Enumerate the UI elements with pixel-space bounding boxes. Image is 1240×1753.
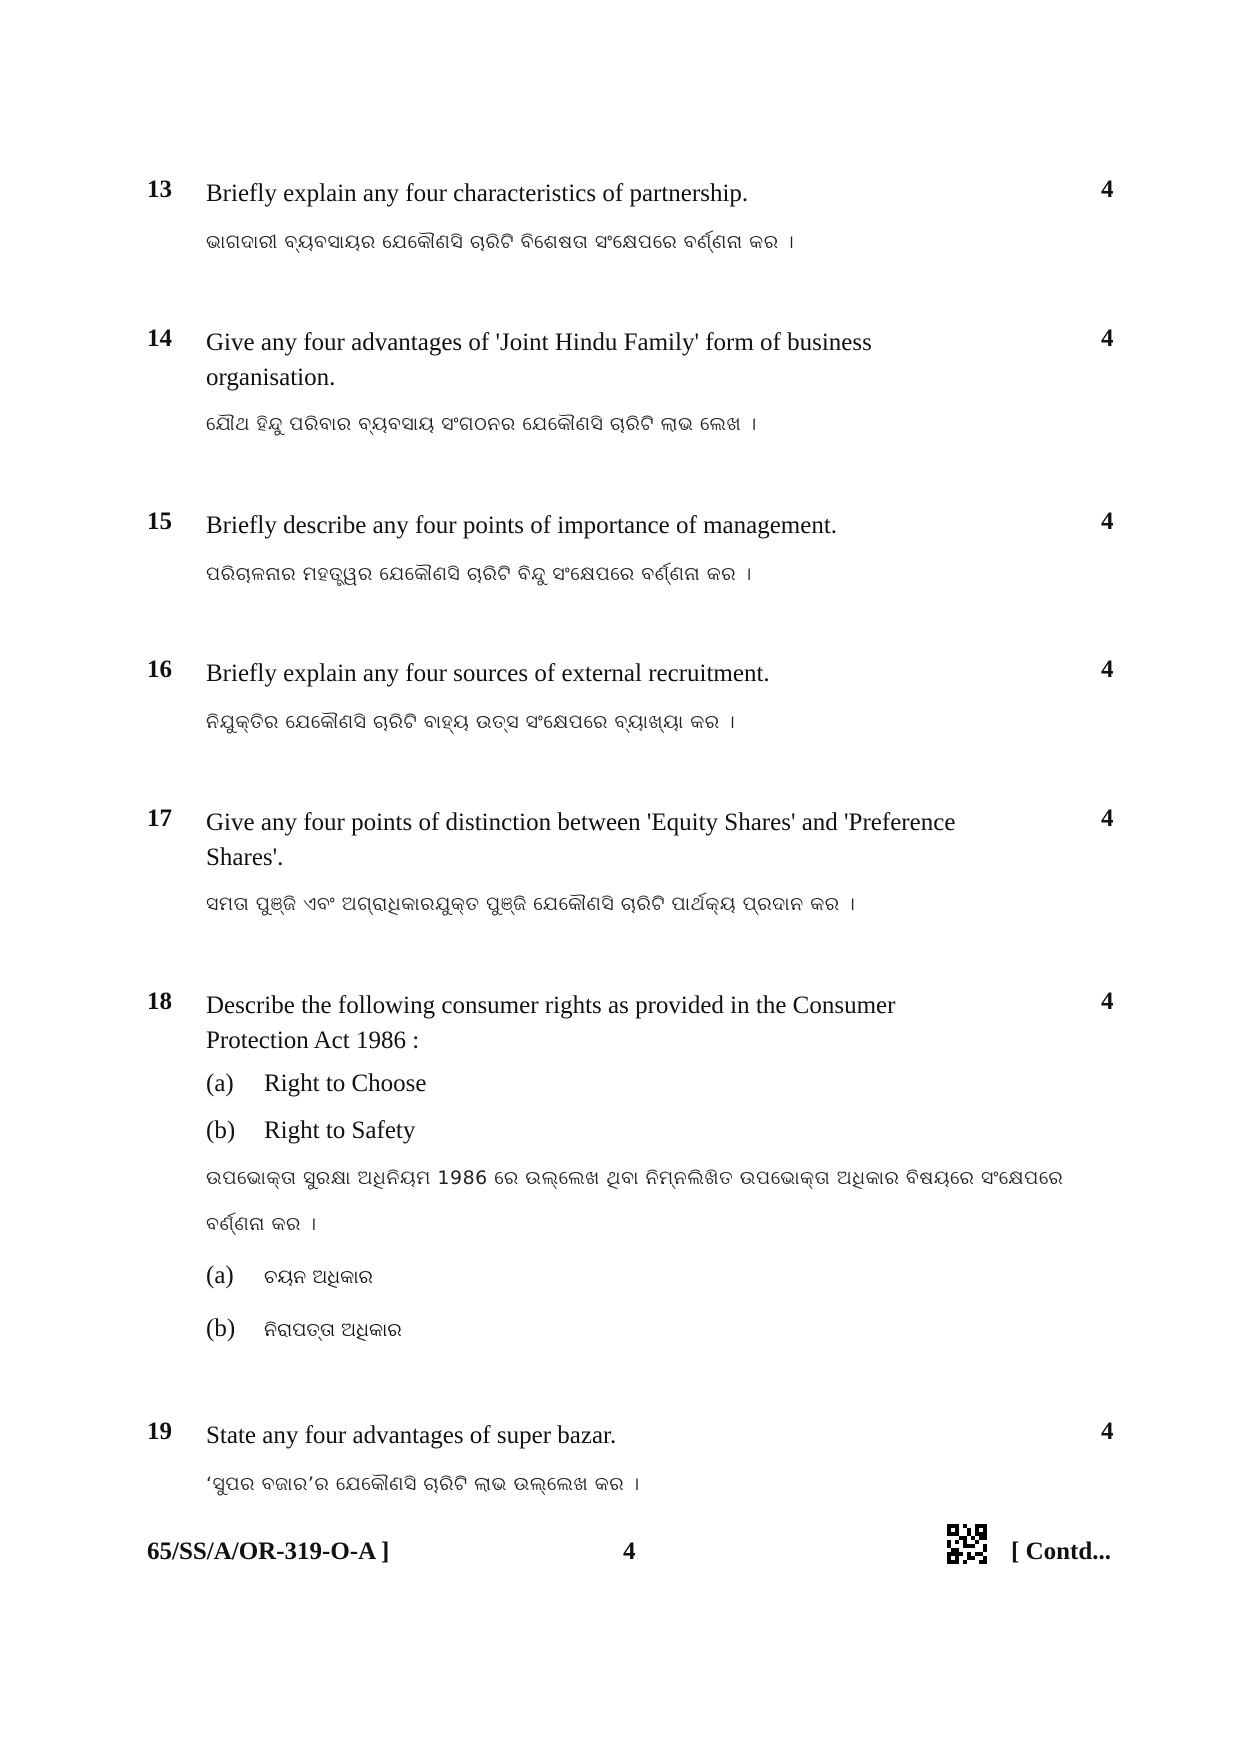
sub-item-label: (b) [206, 1315, 236, 1342]
question-marks: 4 [1101, 656, 1114, 683]
question-number: 18 [147, 988, 172, 1015]
question-marks: 4 [1101, 1418, 1114, 1445]
sub-item-label: (a) [206, 1262, 234, 1289]
question-text-english: State any four advantages of super bazar. [206, 1422, 617, 1449]
question-number: 17 [147, 805, 172, 832]
question-text-odia: ‘ସୁପର ବଜାର’ର ଯେକୌଣସି ଚାରିଟି ଲାଭ ଉଲ୍ଲେଖ କର । [206, 1473, 640, 1495]
question-text-odia: ଭାଗଦାରୀ ବ୍ୟବସାୟର ଯେକୌଣସି ଚାରିଟି ବିଶେଷତା ସଂକ୍ଷେପରେ ବର୍ଣ୍ଣନା କର । [206, 231, 795, 253]
question-text-odia: ନିଯୁକ୍ତିର ଯେକୌଣସି ଚାରିଟି ବାହ୍ୟ ଉତ୍ସ ସଂକ୍ଷେପରେ ବ୍ୟାଖ୍ୟା କର । [206, 711, 736, 733]
question-marks: 4 [1101, 988, 1114, 1015]
paper-code: 65/SS/A/OR-319-O-A ] [147, 1538, 390, 1565]
question-number: 16 [147, 656, 172, 683]
page-number: 4 [623, 1538, 636, 1565]
question-text-english: Give any four advantages of 'Joint Hindu Family' form of business organisation. [206, 329, 872, 391]
sub-item-text: ନିରାପତ୍ତା ଅଧିକାର [264, 1319, 402, 1341]
question-marks: 4 [1101, 325, 1114, 352]
sub-item-text: Right to Choose [264, 1070, 427, 1097]
question-marks: 4 [1101, 805, 1114, 832]
sub-item-english-a [206, 1070, 427, 1098]
question-marks: 4 [1101, 176, 1114, 203]
sub-item-odia-b [206, 1315, 402, 1343]
sub-item-english-b [206, 1117, 415, 1145]
question-text-odia-line2: ବର୍ଣ୍ଣନା କର । [206, 1213, 317, 1235]
sub-item-label: (b) [206, 1117, 236, 1144]
sub-item-odia-a [206, 1262, 373, 1290]
question-text-english: Briefly explain any four sources of external recruitment. [206, 660, 770, 687]
question-text-odia-line1: ଉପଭୋକ୍ତା ସୁରକ୍ଷା ଅଧିନିୟମ 1986 ରେ ଉଲ୍ଲେଖ ଥିବା ନିମ୍ନଲିଖିତ ଉପଭୋକ୍ତା ଅଧିକାର ବିଷୟରେ ସଂକ୍ଷେପରେ [206, 1167, 1064, 1189]
question-text-english: Briefly describe any four points of importance of management. [206, 512, 838, 539]
question-number: 19 [147, 1418, 172, 1445]
question-text-odia: ପରିଚାଳନାର ମହତ୍ତ୍ୱର ଯେକୌଣସି ଚାରିଟି ବିନ୍ଦୁ ସଂକ୍ଷେପରେ ବର୍ଣ୍ଣନା କର । [206, 563, 752, 585]
question-text-odia: ସମତା ପୁଞ୍ଜି ଏବଂ ଅଗ୍ରାଧିକାରଯୁକ୍ତ ପୁଞ୍ଜି ଯେକୌଣସି ଚାରିଟି ପାର୍ଥକ୍ୟ ପ୍ରଦାନ କର । [206, 893, 856, 915]
question-text-english: Briefly explain any four characteristics of partnership. [206, 180, 749, 207]
sub-item-label: (a) [206, 1070, 234, 1097]
question-text-english: Describe the following consumer rights as provided in the Consumer Protection Act 1986 : [206, 992, 896, 1054]
question-number: 15 [147, 508, 172, 535]
question-text-english: Give any four points of distinction between 'Equity Shares' and 'Preference Shares'. [206, 809, 956, 871]
question-marks: 4 [1101, 508, 1114, 535]
sub-item-text: Right to Safety [264, 1117, 416, 1144]
question-number: 13 [147, 176, 172, 203]
question-number: 14 [147, 325, 172, 352]
qr-code-icon [947, 1524, 987, 1564]
question-text-odia: ଯୌଥ ହିନ୍ଦୁ ପରିବାର ବ୍ୟବସାୟ ସଂଗଠନର ଯେକୌଣସି ଚାରିଟି ଲାଭ ଲେଖ । [206, 413, 757, 435]
continued-label: [ Contd... [1011, 1538, 1112, 1565]
sub-item-text: ଚୟନ ଅଧିକାର [264, 1266, 373, 1288]
